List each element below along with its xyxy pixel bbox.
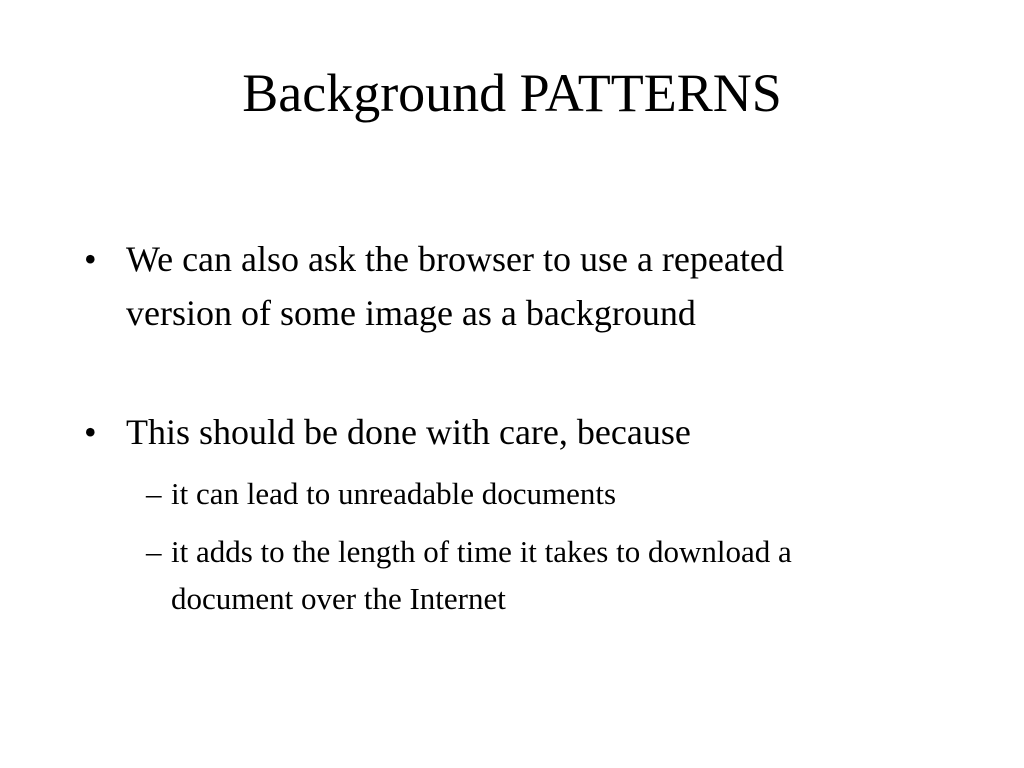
bullet-item <box>84 405 824 459</box>
sub-bullet-item <box>146 528 826 622</box>
bullet-marker: • <box>84 239 97 279</box>
sub-bullet-marker: – <box>146 476 162 511</box>
sub-bullet-text: it adds to the length of time it takes to download a document over the Internet <box>171 534 792 616</box>
bullet-text: This should be done with care, because <box>126 412 691 452</box>
bullet-marker: • <box>84 412 97 452</box>
sub-bullet-item <box>146 470 826 517</box>
sub-bullet-marker: – <box>146 534 162 569</box>
bullet-text: We can also ask the browser to use a repeated version of some image as a background <box>126 239 784 333</box>
sub-bullet-text: it can lead to unreadable documents <box>171 476 617 511</box>
bullet-item <box>84 232 824 340</box>
slide-title: Background PATTERNS <box>242 63 782 123</box>
